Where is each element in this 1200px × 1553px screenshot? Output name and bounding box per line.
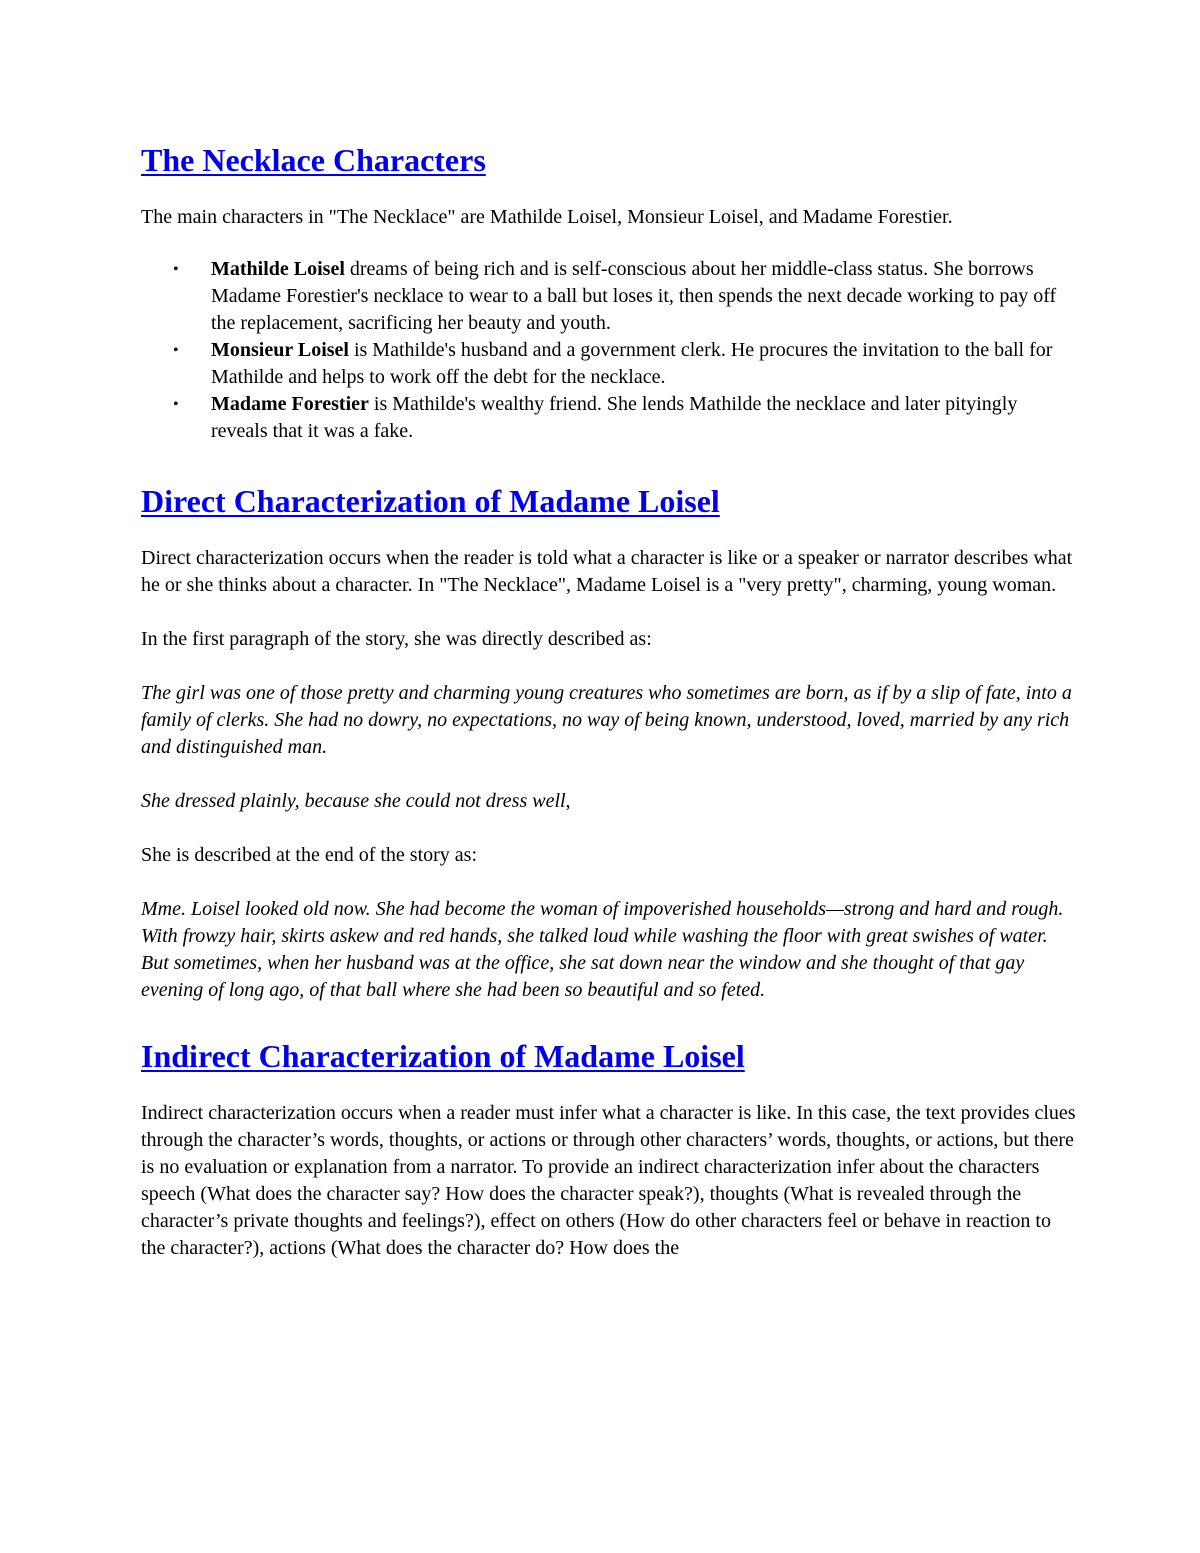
bullet-icon: • <box>173 342 179 359</box>
heading-direct-characterization <box>141 479 1076 523</box>
character-name: Monsieur Loisel <box>211 339 349 361</box>
characters-list <box>141 256 1076 445</box>
character-name: Madame Forestier <box>211 393 369 415</box>
document-content <box>141 138 1076 1262</box>
quote-dressed-plainly: She dressed plainly, because she could not dress well, <box>141 790 571 812</box>
direct-paragraph-2: In the first paragraph of the story, she was directly described as: <box>141 628 652 650</box>
character-name: Mathilde Loisel <box>211 258 345 280</box>
character-description: is Mathilde's husband and a government clerk. He procures the invitation to the ball for Mathilde and helps to work off the debt for the necklace. <box>211 339 1053 388</box>
bullet-icon: • <box>173 396 179 413</box>
list-item <box>173 337 1076 391</box>
quote-ending-description: Mme. Loisel looked old now. She had become the woman of impoverished households—strong and hard and rough. With frowzy hair, skirts askew and red hands, she talked loud while washing the floor with great swishes of water. But sometimes, when her husband was at the office, she sat down near the window and she thought of that gay evening of long ago, of that ball where she had been so beautiful and so feted. <box>141 898 1064 1001</box>
bullet-icon: • <box>173 261 179 278</box>
heading-direct-characterization-link[interactable]: Direct Characterization of Madame Loisel <box>141 483 720 519</box>
heading-indirect-characterization-link[interactable]: Indirect Characterization of Madame Loisel <box>141 1038 745 1074</box>
direct-paragraph-1: Direct characterization occurs when the reader is told what a character is like or a speaker or narrator describes what he or she thinks about a character. In "The Necklace", Madame Loisel is a "very pretty", charming, young woman. <box>141 547 1073 596</box>
direct-paragraph-3: She is described at the end of the story as: <box>141 844 478 866</box>
heading-necklace-characters <box>141 138 1076 182</box>
list-item <box>173 391 1076 445</box>
character-description: is Mathilde's wealthy friend. She lends Mathilde the necklace and later pityingly reveals that it was a fake. <box>211 393 1018 442</box>
intro-paragraph: The main characters in "The Necklace" are Mathilde Loisel, Monsieur Loisel, and Madame Forestier. <box>141 206 953 228</box>
quote-opening-description: The girl was one of those pretty and charming young creatures who sometimes are born, as if by a slip of fate, into a family of clerks. She had no dowry, no expectations, no way of being known, understood, loved, married by any rich and distinguished man. <box>141 682 1072 758</box>
character-description: dreams of being rich and is self-conscious about her middle-class status. She borrows Madame Forestier's necklace to wear to a ball but loses it, then spends the next decade working to pay off the replacement, sacrificing her beauty and youth. <box>211 258 1057 334</box>
indirect-paragraph-1: Indirect characterization occurs when a reader must infer what a character is like. In this case, the text provides clues through the character’s words, thoughts, or actions or through other characters’ words, thoughts, or actions, but there is no evaluation or explanation from a narrator. To provide an indirect characterization infer about the characters speech (What does the character say? How does the character speak?), thoughts (What is revealed through the character’s private thoughts and feelings?), effect on others (How do other characters feel or behave in reaction to the character?), actions (What does the character do? How does the <box>141 1102 1076 1259</box>
list-item <box>173 256 1076 337</box>
heading-necklace-characters-link[interactable]: The Necklace Characters <box>141 142 486 178</box>
heading-indirect-characterization <box>141 1034 1076 1078</box>
